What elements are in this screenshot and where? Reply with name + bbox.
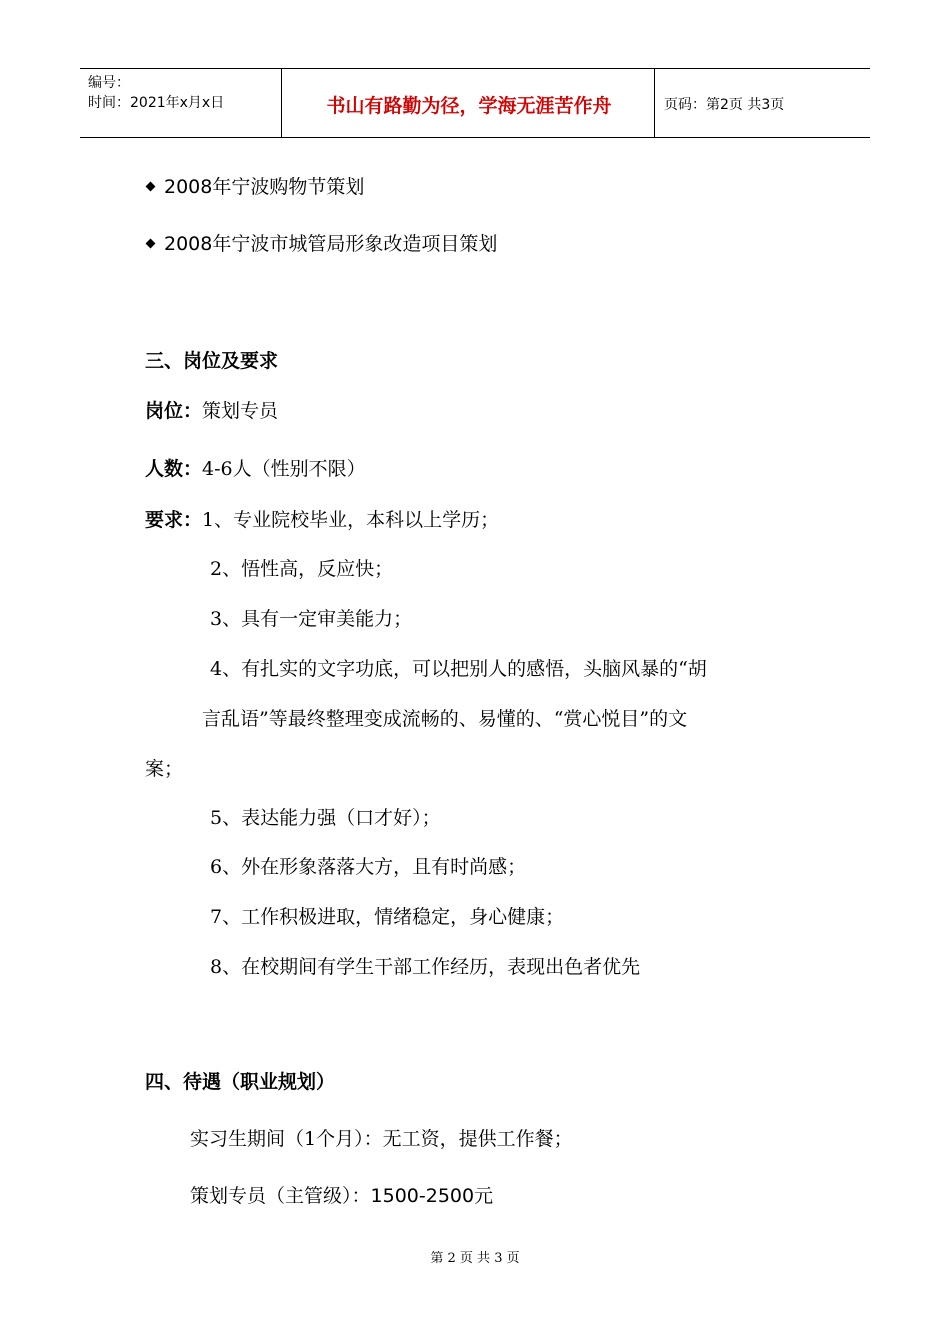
bullet-text: 2008年宁波市城管局形象改造项目策划	[164, 233, 498, 255]
requirement-item: 4、有扎实的文字功底，可以把别人的感悟，头脑风暴的“胡	[210, 658, 707, 680]
requirement-item: 6、外在形象落落大方，且有时尚感；	[210, 856, 527, 878]
diamond-bullet-icon	[146, 238, 156, 248]
requirement-item-continued: 案；	[145, 758, 184, 780]
requirements-line	[145, 505, 499, 532]
document-header	[80, 68, 870, 138]
bullet-text: 2008年宁波购物节策划	[164, 176, 365, 198]
count-label: 人数：	[145, 458, 203, 480]
requirements-label: 要求：	[145, 509, 203, 531]
requirement-item: 5、表达能力强（口才好）；	[210, 807, 441, 829]
header-motto: 书山有路勤为径，学海无涯苦作舟	[326, 95, 612, 117]
requirement-item: 8、在校期间有学生干部工作经历，表现出色者优先	[210, 956, 641, 978]
planner-salary: 1500-2500	[370, 1185, 475, 1207]
requirement-item: 1、专业院校毕业，本科以上学历；	[202, 509, 500, 531]
requirement-item-continued: 言乱语”等最终整理变成流畅的、易懂的、“赏心悦目”的文	[202, 708, 688, 730]
count-line	[145, 454, 366, 481]
section-4-title: 四、待遇（职业规划）	[145, 1071, 336, 1093]
header-meta	[88, 73, 224, 113]
page-footer: 第 2 页 共 3 页	[430, 1251, 520, 1266]
bullet-item	[145, 229, 497, 256]
requirement-item: 2、悟性高，反应快；	[210, 558, 394, 580]
planner-label: 策划专员（主管级）：	[190, 1185, 371, 1207]
intern-benefit: 实习生期间（1个月）：无工资，提供工作餐；	[190, 1128, 573, 1150]
requirement-item: 3、具有一定审美能力；	[210, 608, 413, 630]
diamond-bullet-icon	[146, 181, 156, 191]
header-page: 页码：第2页 共3页	[664, 97, 785, 113]
header-time: 时间：2021年x月x日	[88, 95, 225, 111]
header-number: 编号：	[88, 75, 130, 91]
section-3-title: 三、岗位及要求	[145, 350, 279, 372]
count-value: 4-6人（性别不限）	[202, 458, 366, 480]
bullet-item	[145, 172, 364, 199]
planner-unit: 元	[474, 1185, 494, 1207]
planner-salary-line	[190, 1181, 493, 1208]
requirement-item: 7、工作积极进取，情绪稳定，身心健康；	[210, 906, 565, 928]
position-label: 岗位：	[145, 400, 203, 422]
position-line	[145, 396, 278, 423]
position-value: 策划专员	[202, 400, 279, 422]
